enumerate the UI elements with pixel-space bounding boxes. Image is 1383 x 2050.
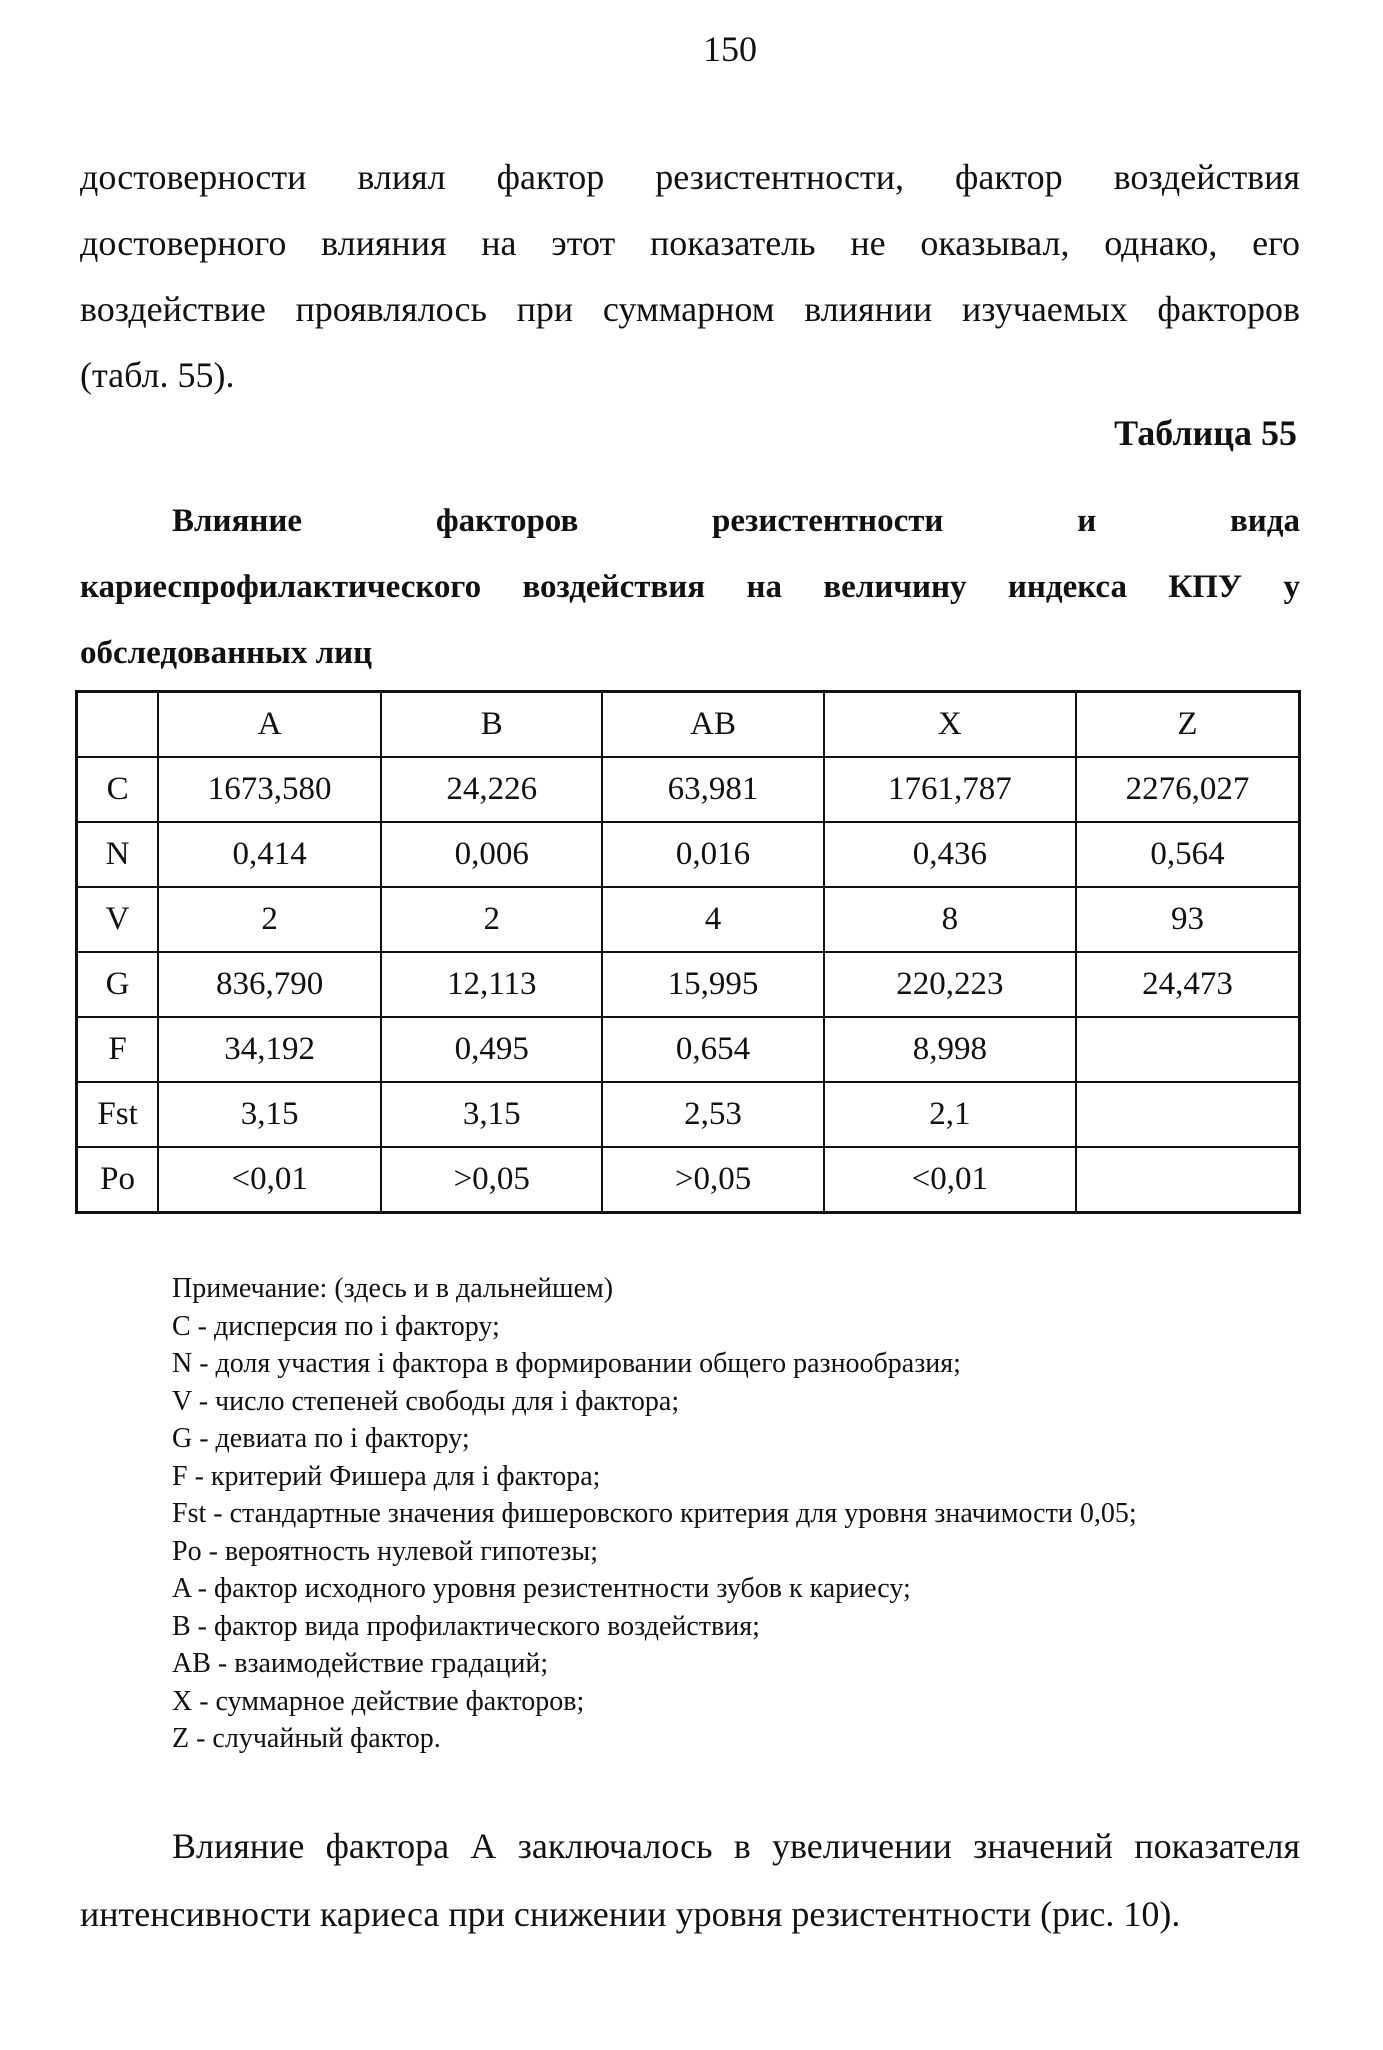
table-cell: >0,05 [602,1147,823,1213]
table-cell: 15,995 [602,952,823,1017]
table-cell: 34,192 [158,1017,381,1082]
note-line: A - фактор исходного уровня резистентности зубов к кариесу; [172,1573,911,1604]
caption-line: обследованных лиц [80,635,373,671]
table-row [77,757,1300,822]
table-cell: 3,15 [158,1082,381,1147]
table-cell: 63,981 [602,757,823,822]
table-cell: 0,436 [824,822,1076,887]
paragraph-line: (табл. 55). [80,355,235,395]
note-line: Примечание: (здесь и в дальнейшем) [172,1273,614,1304]
table-cell: 12,113 [381,952,602,1017]
paragraph-line: достоверности влиял фактор резистентности, фактор воздействия [80,157,1300,197]
header-cell: X [824,692,1076,758]
intro-paragraph [80,144,1300,408]
table-cell: 1673,580 [158,757,381,822]
header-cell: Z [1076,692,1300,758]
row-label: G [77,952,159,1017]
note-line: AB - взаимодействие градаций; [172,1648,549,1679]
closing-paragraph [80,1812,1300,1948]
note-line: B - фактор вида профилактического воздействия; [172,1610,760,1642]
note-line: G - девиата по i фактору; [172,1423,470,1454]
table-cell: 0,414 [158,822,381,887]
table-row [77,1082,1300,1147]
paragraph-line: Влияние фактора А заключалось в увеличении значений показателя [172,1826,1300,1866]
note-line: C - дисперсия по i фактору; [172,1310,500,1342]
table-notes [172,1270,1292,1758]
table-cell: 93 [1076,887,1300,952]
note-line: V - число степеней свободы для i фактора; [172,1385,680,1417]
table-cell: 0,006 [381,822,602,887]
table-cell: <0,01 [158,1147,381,1213]
paragraph-line: достоверного влияния на этот показатель не оказывал, однако, его [80,223,1300,263]
caption-line: Влияние факторов резистентности и вида [172,503,1300,539]
paragraph-line: воздействие проявлялось при суммарном влиянии изучаемых факторов [80,289,1300,329]
table-row [77,952,1300,1017]
table-cell: 2 [381,887,602,952]
row-label: V [77,887,159,952]
header-cell: AB [602,692,823,758]
table-row [77,822,1300,887]
header-cell: A [158,692,381,758]
table-cell: 3,15 [381,1082,602,1147]
table-cell: >0,05 [381,1147,602,1213]
row-label: F [77,1017,159,1082]
table-cell: 24,473 [1076,952,1300,1017]
page-number: 150 [703,29,757,69]
note-line: Po - вероятность нулевой гипотезы; [172,1535,598,1567]
table-cell: 4 [602,887,823,952]
table-header-row [77,692,1300,758]
table-cell: 2,53 [602,1082,823,1147]
table-label: Таблица 55 [1114,413,1297,453]
table-cell: 0,654 [602,1017,823,1082]
caption-line: кариеспрофилактического воздействия на величину индекса КПУ у [80,569,1300,605]
header-cell [77,692,159,758]
table-cell: 836,790 [158,952,381,1017]
table-cell: <0,01 [824,1147,1076,1213]
table-cell [1076,1017,1300,1082]
note-line: Fst - стандартные значения фишеровского критерия для уровня значимости 0,05; [172,1498,1137,1529]
row-label: N [77,822,159,887]
note-line: F - критерий Фишера для i фактора; [172,1460,601,1492]
note-line: N - доля участия i фактора в формировании общего разнообразия; [172,1348,961,1379]
table-cell: 0,564 [1076,822,1300,887]
table-caption [80,488,1300,686]
note-line: X - суммарное действие факторов; [172,1685,585,1717]
header-cell: B [381,692,602,758]
table-row [77,1147,1300,1213]
row-label: Fst [77,1082,159,1147]
table-cell: 1761,787 [824,757,1076,822]
table-row [77,1017,1300,1082]
results-table [75,690,1301,1214]
table-cell: 0,016 [602,822,823,887]
table-cell: 2,1 [824,1082,1076,1147]
table-cell [1076,1082,1300,1147]
note-line: Z - случайный фактор. [172,1723,441,1754]
table-cell: 0,495 [381,1017,602,1082]
row-label: Po [77,1147,159,1213]
table-cell: 24,226 [381,757,602,822]
table-cell [1076,1147,1300,1213]
results-table-wrapper [75,690,1301,1214]
paragraph-line: интенсивности кариеса при снижении уровня резистентности (рис. 10). [80,1894,1181,1934]
table-cell: 2 [158,887,381,952]
row-label: C [77,757,159,822]
table-row [77,887,1300,952]
table-cell: 8,998 [824,1017,1076,1082]
table-cell: 2276,027 [1076,757,1300,822]
table-cell: 220,223 [824,952,1076,1017]
table-cell: 8 [824,887,1076,952]
